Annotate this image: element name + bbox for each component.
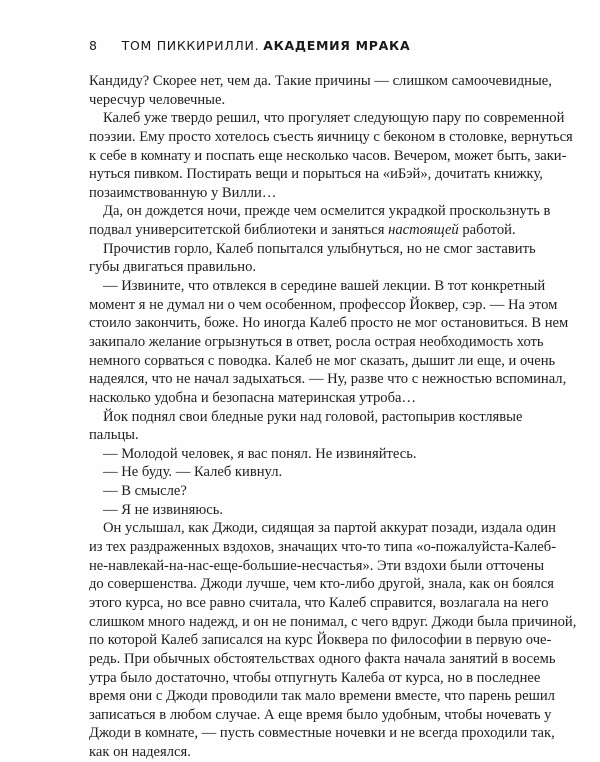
text-line: насколько удобна и безопасна материнская утроба… [89, 389, 417, 406]
text-line: из тех раздраженных вздохов, значащих что-то типа «о-пожалуйста-Калеб- [89, 539, 557, 556]
text-line: — Извините, что отвлекся в середине вашей лекции. В тот конкретный [103, 278, 546, 295]
text-line: не-навлекай-на-нас-еще-большие-несчастья». Эти вздохи были отточены [89, 557, 545, 574]
text-line: как он надеялся. [89, 744, 191, 761]
running-header [89, 38, 410, 58]
header-author: ТОМ ПИККИРИЛЛИ. [121, 38, 260, 53]
text-line: — Не буду. — Калеб кивнул. [103, 464, 283, 481]
text-line: надеялся, что не начал задыхаться. — Ну, разве что с нежностью вспоминал, [89, 371, 567, 388]
emphasized-word: настоящей [388, 222, 459, 239]
text-segment: работой. [458, 222, 516, 239]
text-line: этого курса, но все равно считала, что Калеб справится, возлагала на него [89, 594, 549, 611]
text-line: Прочистив горло, Калеб попытался улыбнуться, но не смог заставить [103, 240, 536, 257]
text-line: Джоди в комнате, — пусть совместные ночевки и не всегда проходили так, [89, 725, 555, 742]
text-line: стоило закончить, боже. Но иногда Калеб просто не мог остановиться. В нем [89, 315, 569, 332]
text-line: по которой Калеб записался на курс Йоквера по философии в первую оче- [89, 632, 552, 649]
text-line: Да, он дождется ночи, прежде чем осмелится украдкой проскользнуть в [103, 203, 551, 220]
text-line: чересчур человечные. [89, 91, 226, 108]
text-line: закипало желание огрызнуться в ответ, росла острая необходимость хоть [89, 333, 544, 350]
text-line-with-emphasis [89, 221, 516, 240]
text-line: немного сорваться с поводка. Калеб не мог сказать, дышит ли еще, и очень [89, 352, 556, 369]
text-line: до совершенства. Джоди лучше, чем кто-либо другой, знала, как он боялся [89, 576, 554, 593]
text-line: время они с Джоди проводили так мало времени вместе, что парень решил [89, 688, 555, 705]
text-line: Йок поднял свои бледные руки над головой, растопырив костлявые [103, 408, 523, 425]
text-line: поэзии. Ему просто хотелось съесть яичницу с беконом в столовке, вернуться [89, 128, 573, 145]
text-line: — Я не извиняюсь. [103, 501, 224, 518]
text-line: к себе в комнату и поспать еще несколько часов. Вечером, может быть, заки- [89, 147, 567, 164]
text-line: нуться пивком. Постирать вещи и порыться на «иБэй», дочитать книжку, [89, 166, 543, 183]
text-line: Он услышал, как Джоди, сидящая за партой аккурат позади, издала один [103, 520, 556, 537]
text-line: утра было достаточно, чтобы отпугнуть Калеба от курса, но в последнее [89, 669, 541, 686]
text-line: момент я не думал ни о чем особенном, профессор Йоквер, сэр. — На этом [89, 296, 558, 313]
header-book-title: АКАДЕМИЯ МРАКА [263, 38, 411, 53]
page-body-text [89, 72, 577, 762]
text-line: позаимствованную у Вилли… [89, 184, 277, 201]
page-number: 8 [89, 38, 98, 53]
text-line: губы двигаться правильно. [89, 259, 257, 276]
text-line: записаться в любом случае. А еще время было удобным, чтобы ночевать у [89, 706, 552, 723]
text-line: Кандиду? Скорее нет, чем да. Такие причины — слишком самоочевидные, [89, 73, 552, 89]
text-line: слишком много надежд, и он не понимал, с чего вдруг. Джоди была причиной, [89, 613, 577, 630]
text-line: Калеб уже твердо решил, что прогуляет следующую пару по современной [103, 110, 565, 127]
text-segment: подвал университетской библиотеки и заняться [89, 222, 389, 239]
text-line: пальцы. [89, 427, 139, 444]
text-line: — В смысле? [103, 483, 187, 500]
text-line: — Молодой человек, я вас понял. Не извиняйтесь. [103, 445, 417, 462]
text-line: редь. При обычных обстоятельствах одного факта начала занятий в восемь [89, 650, 556, 667]
